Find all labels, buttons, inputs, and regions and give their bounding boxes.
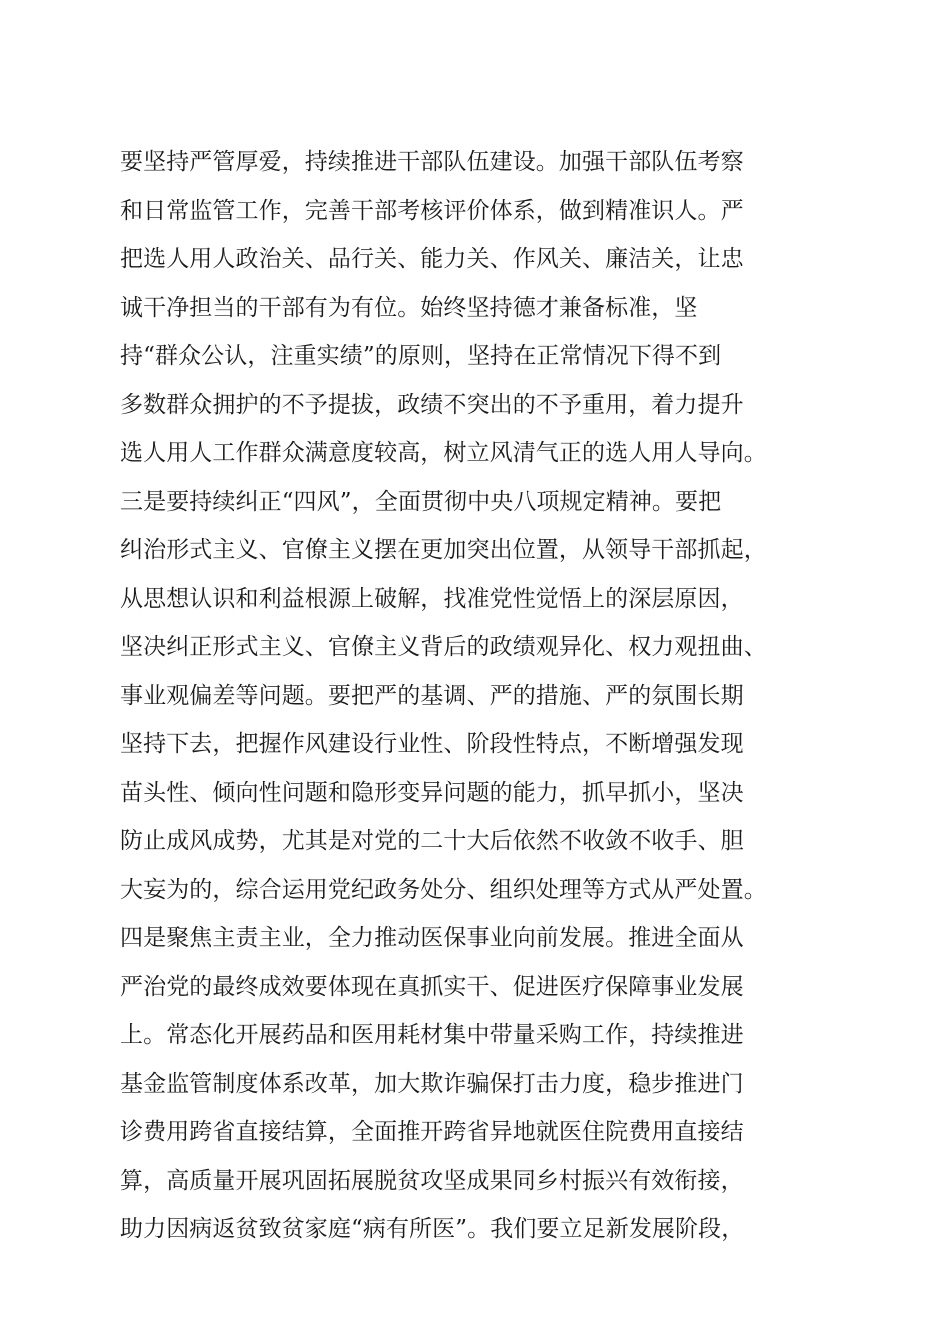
text-line: 把选人用人政治关、品行关、能力关、作风关、廉洁关，让忠 bbox=[120, 246, 744, 272]
text-line: 坚决纠正形式主义、官僚主义背后的政绩观异化、权力观扭曲、 bbox=[120, 634, 767, 660]
text-line: 苗头性、倾向性问题和隐形变异问题的能力，抓早抓小，坚决 bbox=[120, 779, 744, 806]
text-line: 从思想认识和利益根源上破解，找准党性觉悟上的深层原因， bbox=[120, 585, 744, 612]
body-text bbox=[120, 138, 860, 1254]
text-line: 大妄为的，综合运用党纪政务处分、组织处理等方式从严处置。 bbox=[120, 876, 767, 903]
text-line: 防止成风成势，尤其是对党的二十大后依然不收敛不收手、胆 bbox=[120, 828, 744, 854]
text-line: 助力因病返贫致贫家庭“病有所医”。我们要立足新发展阶段， bbox=[120, 1216, 745, 1242]
text-line: 多数群众拥护的不予提拔，政绩不突出的不予重用，着力提升 bbox=[120, 391, 744, 418]
text-line: 和日常监管工作，完善干部考核评价体系，做到精准识人。严 bbox=[120, 197, 744, 224]
text-line: 上。常态化开展药品和医用耗材集中带量采购工作，持续推进 bbox=[120, 1022, 744, 1048]
text-line: 持“群众公认，注重实绩”的原则，坚持在正常情况下得不到 bbox=[120, 343, 722, 369]
text-line: 三是要持续纠正“四风”，全面贯彻中央八项规定精神。要把 bbox=[120, 488, 722, 515]
text-line: 诊费用跨省直接结算，全面推开跨省异地就医住院费用直接结 bbox=[120, 1119, 744, 1145]
text-line: 四是聚焦主责主业，全力推动医保事业向前发展。推进全面从 bbox=[120, 925, 744, 951]
text-line: 严治党的最终成效要体现在真抓实干、促进医疗保障事业发展 bbox=[120, 973, 744, 1000]
text-line: 要坚持严管厚爱，持续推进干部队伍建设。加强干部队伍考察 bbox=[120, 149, 744, 175]
text-line: 选人用人工作群众满意度较高，树立风清气正的选人用人导向。 bbox=[120, 440, 767, 466]
text-line: 坚持下去，把握作风建设行业性、阶段性特点，不断增强发现 bbox=[120, 731, 744, 757]
text-line: 事业观偏差等问题。要把严的基调、严的措施、严的氛围长期 bbox=[120, 682, 744, 709]
text-line: 纠治形式主义、官僚主义摆在更加突出位置，从领导干部抓起， bbox=[120, 537, 767, 563]
text-line: 基金监管制度体系改革，加大欺诈骗保打击力度，稳步推进门 bbox=[120, 1070, 744, 1097]
text-line: 诚干净担当的干部有为有位。始终坚持德才兼备标准，坚 bbox=[120, 294, 698, 321]
text-line: 算，高质量开展巩固拓展脱贫攻坚成果同乡村振兴有效衔接， bbox=[120, 1167, 744, 1194]
